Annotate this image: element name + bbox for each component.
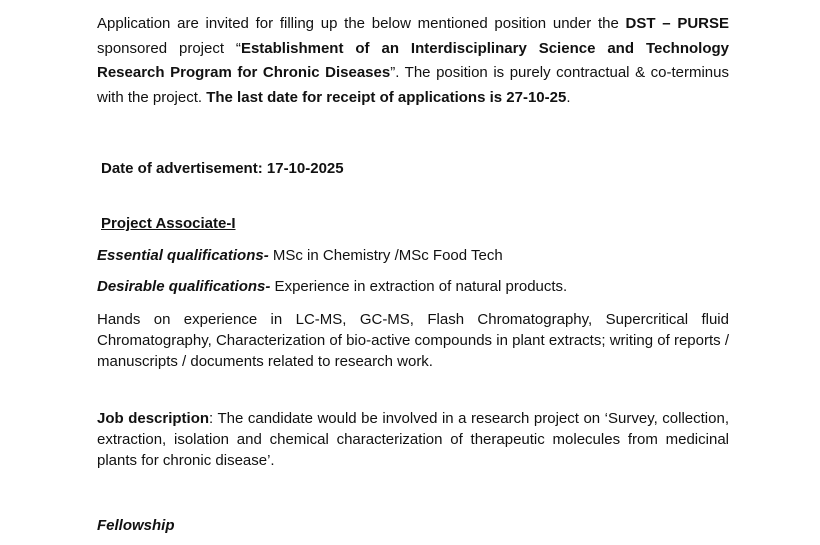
desirable-label: Desirable qualifications- — [97, 278, 271, 295]
fellowship-heading: Fellowship — [97, 517, 175, 534]
essential-qualifications — [97, 247, 503, 264]
intro-text-3: ”. The position is purely contractual & co-terminus with the project. — [97, 64, 729, 106]
desirable-qualifications — [97, 278, 567, 295]
essential-value: MSc in Chemistry /MSc Food Tech — [268, 247, 503, 264]
intro-paragraph — [97, 12, 729, 110]
intro-text-4: . — [566, 88, 571, 106]
intro-text-2: sponsored project “ — [97, 39, 241, 57]
position-title: Project Associate-I — [101, 215, 236, 232]
job-description-text: : The candidate would be involved in a research project on ‘Survey, collection, extraction, isolation and chemical characterization of therapeutic molecules from medicinal plants for chronic disease’. — [97, 410, 729, 469]
desirable-value: Experience in extraction of natural products. — [270, 278, 568, 295]
hands-on-experience: Hands on experience in LC-MS, GC-MS, Flash Chromatography, Supercritical fluid Chromatography, Characterization of bio-active compounds in plant extracts; writing of reports / manuscripts / documents related to research work. — [97, 311, 729, 370]
project-title: Establishment of an Interdisciplinary Science and Technology Research Program for Chronic Diseases — [97, 39, 729, 81]
intro-text-1: Application are invited for filling up the below mentioned position under the — [97, 15, 626, 32]
essential-label: Essential qualifications- — [97, 247, 269, 264]
advertisement-document — [97, 12, 730, 534]
job-description — [97, 408, 729, 471]
program-name: DST – PURSE — [625, 15, 730, 32]
application-deadline: The last date for receipt of applications is 27-10-25 — [206, 88, 567, 106]
advertisement-date: Date of advertisement: 17-10-2025 — [101, 160, 344, 177]
job-description-label: Job description — [97, 410, 210, 427]
